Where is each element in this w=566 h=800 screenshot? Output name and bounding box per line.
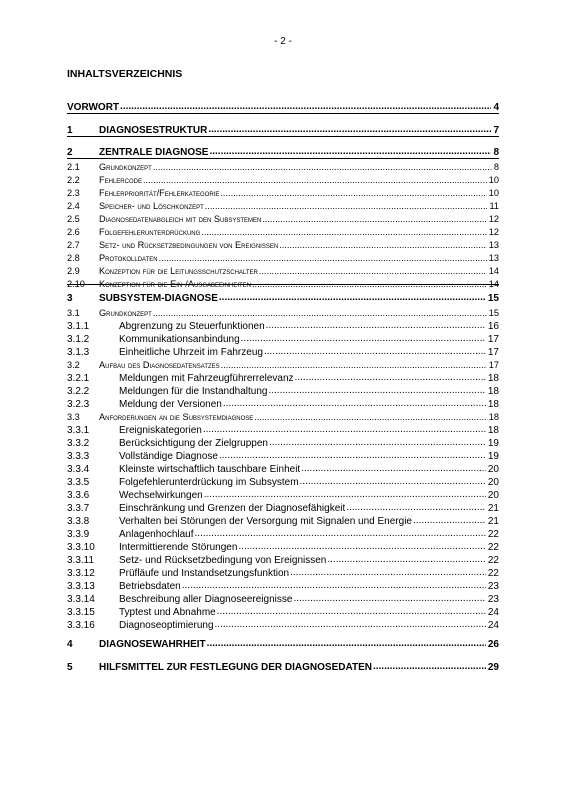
toc-entry-title: Konzeption für die Ein-/Ausgabeeinheiten [99, 279, 251, 289]
toc-entry-page: 20 [487, 464, 499, 475]
toc-entry-title: Intermittierende Störungen [119, 542, 238, 553]
toc-entry-title: Speicher- und Löschkonzept [99, 201, 204, 211]
toc-entry-number: 3.3.7 [67, 503, 90, 514]
dot-leader [289, 567, 486, 576]
toc-entry-number: 3.2 [67, 360, 80, 370]
dot-leader [237, 541, 485, 550]
toc-entry-page: 15 [488, 308, 499, 318]
toc-entry[interactable] [67, 398, 499, 409]
toc-entry[interactable] [67, 554, 499, 565]
toc-entry[interactable] [67, 372, 499, 383]
toc-entry-number: 3.3.12 [67, 568, 95, 579]
dot-leader [207, 124, 491, 133]
toc-entry-page: 12 [488, 227, 499, 237]
toc-entry-title: VORWORT [67, 102, 120, 113]
toc-entry[interactable] [67, 437, 499, 448]
toc-entry[interactable] [67, 187, 499, 198]
toc-entry-number: 2.9 [67, 266, 80, 276]
toc-entry-title: Abgrenzung zu Steuerfunktionen [119, 321, 265, 332]
toc-entry-number: 3.3.2 [67, 438, 90, 449]
toc-entry[interactable] [67, 307, 499, 318]
toc-entry-title: Wechselwirkungen [119, 490, 203, 501]
toc-entry-page: 18 [487, 386, 499, 397]
dot-leader [300, 463, 486, 472]
toc-entry-page: 10 [488, 188, 499, 198]
toc-entry-number: 2.5 [67, 214, 80, 224]
toc-entry-page: 29 [487, 662, 499, 673]
toc-entry-number: 3.1.2 [67, 334, 90, 345]
toc-entry-number: 2.1 [67, 162, 80, 172]
toc-entry-page: 17 [487, 334, 499, 345]
dot-leader [152, 161, 492, 170]
toc-entry-number: 3.3.15 [67, 607, 95, 618]
toc-entry[interactable] [67, 200, 499, 211]
toc-entry-page: 24 [487, 620, 499, 631]
toc-entry-page: 23 [487, 581, 499, 592]
toc-entry-number: 3.3.6 [67, 490, 90, 501]
dot-leader [142, 174, 487, 183]
toc-entry-page: 13 [488, 253, 499, 263]
toc-entry-page: 20 [487, 490, 499, 501]
toc-entry-title: Vollständige Diagnose [119, 451, 218, 462]
toc-entry[interactable] [67, 385, 499, 396]
dot-leader [202, 424, 486, 433]
dot-leader [203, 489, 486, 498]
dot-leader [263, 346, 486, 355]
toc-entry-title: Diagnosedatenabgleich mit den Subsystemen [99, 214, 262, 224]
toc-entry-number: 5 [67, 662, 73, 673]
toc-entry-page: 8 [493, 147, 499, 158]
dot-leader [218, 450, 486, 459]
toc-entry[interactable] [67, 541, 499, 552]
dot-leader [294, 372, 486, 381]
toc-entry-title: Setz- und Rücksetzbedingungen von Ereignissen [99, 240, 279, 250]
toc-entry-title: Konzeption für die Leitungsschutzschalter [99, 266, 258, 276]
toc-entry[interactable] [67, 226, 499, 237]
toc-entry[interactable] [67, 239, 499, 250]
separator-rule [67, 136, 499, 137]
toc-entry-page: 26 [487, 639, 499, 650]
toc-entry-title: Setz- und Rücksetzbedingung von Ereignissen [119, 555, 327, 566]
toc-entry-title: DIAGNOSEWAHRHEIT [99, 639, 206, 650]
toc-entry-page: 13 [488, 240, 499, 250]
toc-entry-title: Prüfläufe und Instandsetzungsfunktion [119, 568, 290, 579]
toc-entry-title: Fehlerpriorität/Fehlerkategorie [99, 188, 220, 198]
dot-leader [240, 333, 486, 342]
toc-entry-title: Ereigniskategorien [119, 425, 202, 436]
toc-entry[interactable] [67, 101, 499, 112]
toc-entry-number: 2.2 [67, 175, 80, 185]
toc-heading: INHALTSVERZEICHNIS [67, 68, 183, 80]
dot-leader [220, 359, 487, 368]
separator-rule [67, 113, 499, 114]
toc-entry-number: 2.8 [67, 253, 80, 263]
toc-entry-page: 17 [487, 347, 499, 358]
toc-entry-page: 4 [493, 102, 499, 113]
toc-entry[interactable] [67, 593, 499, 604]
toc-entry-page: 12 [488, 214, 499, 224]
toc-entry-page: 24 [487, 607, 499, 618]
toc-entry-number: 3.2.2 [67, 386, 90, 397]
toc-entry[interactable] [67, 567, 499, 578]
toc-entry-number: 3.3.13 [67, 581, 95, 592]
toc-entry-page: 19 [487, 438, 499, 449]
dot-leader [258, 265, 487, 274]
toc-entry-page: 22 [487, 529, 499, 540]
toc-entry-page: 22 [487, 568, 499, 579]
toc-entry-title: Anforderungen an die Subsystemdiagnose [99, 412, 254, 422]
toc-entry[interactable] [67, 252, 499, 263]
toc-entry-number: 3.3 [67, 412, 80, 422]
toc-entry-number: 1 [67, 125, 73, 136]
toc-entry-title: Diagnoseoptimierung [119, 620, 214, 631]
toc-entry-number: 3.3.1 [67, 425, 90, 436]
dot-leader [412, 515, 486, 524]
dot-leader [251, 278, 487, 287]
toc-entry-number: 3.3.9 [67, 529, 90, 540]
toc-entry[interactable] [67, 489, 499, 500]
dot-leader [261, 213, 486, 222]
toc-entry-title: Einheitliche Uhrzeit im Fahrzeug [119, 347, 263, 358]
toc-entry-title: Kommunikationsanbindung [119, 334, 240, 345]
toc-entry-number: 3.2.1 [67, 373, 90, 384]
dot-leader [278, 239, 487, 248]
toc-entry[interactable] [67, 411, 499, 422]
toc-entry-page: 22 [487, 555, 499, 566]
toc-entry[interactable] [67, 161, 499, 172]
toc-entry-number: 3.3.3 [67, 451, 90, 462]
toc-entry-title: Fehlercode [99, 175, 142, 185]
toc-entry-page: 19 [487, 451, 499, 462]
toc-entry-page: 17 [488, 360, 499, 370]
dot-leader [208, 146, 491, 155]
toc-entry-title: Folgefehlerunterdrückung im Subsystem [119, 477, 299, 488]
toc-entry-title: Folgefehlerunterdrückung [99, 227, 201, 237]
dot-leader [158, 252, 487, 261]
toc-entry-number: 3.3.14 [67, 594, 95, 605]
toc-entry-number: 2 [67, 147, 73, 158]
toc-entry-title: Kleinste wirtschaftlich tauschbare Einheit [119, 464, 301, 475]
toc-entry-number: 3.3.10 [67, 542, 95, 553]
dot-leader [372, 661, 486, 670]
dot-leader [216, 606, 486, 615]
toc-entry-number: 3 [67, 293, 73, 304]
toc-entry-number: 3.1.3 [67, 347, 90, 358]
toc-entry-page: 20 [487, 477, 499, 488]
toc-entry[interactable] [67, 580, 499, 591]
toc-entry[interactable] [67, 450, 499, 461]
dot-leader [253, 411, 487, 420]
toc-entry-title: ZENTRALE DIAGNOSE [99, 147, 209, 158]
toc-entry[interactable] [67, 661, 499, 672]
toc-entry-number: 3.3.16 [67, 620, 95, 631]
toc-entry[interactable] [67, 174, 499, 185]
toc-entry[interactable] [67, 333, 499, 344]
toc-entry-number: 2.7 [67, 240, 80, 250]
toc-entry[interactable] [67, 476, 499, 487]
dot-leader [214, 619, 486, 628]
dot-leader [181, 580, 486, 589]
dot-leader [200, 226, 486, 235]
toc-entry-number: 4 [67, 639, 73, 650]
toc-entry-page: 15 [487, 293, 499, 304]
toc-entry[interactable] [67, 346, 499, 357]
toc-entry[interactable] [67, 606, 499, 617]
dot-leader [152, 307, 487, 316]
toc-entry[interactable] [67, 292, 499, 303]
toc-entry-number: 3.3.4 [67, 464, 90, 475]
toc-entry-title: Aufbau des Diagnosedatensatzes [99, 360, 220, 370]
dot-leader [219, 187, 486, 196]
toc-entry-title: Meldung der Versionen [119, 399, 222, 410]
toc-entry-page: 7 [493, 125, 499, 136]
toc-entry-number: 3.3.8 [67, 516, 90, 527]
dot-leader [218, 292, 486, 301]
dot-leader [345, 502, 486, 511]
toc-entry[interactable] [67, 528, 499, 539]
toc-entry-title: Grundkonzept [99, 308, 152, 318]
toc-entry-page: 18 [487, 373, 499, 384]
dot-leader [194, 528, 486, 537]
toc-entry-number: 3.3.5 [67, 477, 90, 488]
toc-entry[interactable] [67, 213, 499, 224]
toc-entry-page: 22 [487, 542, 499, 553]
toc-entry-number: 2.4 [67, 201, 80, 211]
toc-entry-title: DIAGNOSESTRUKTUR [99, 125, 208, 136]
toc-entry[interactable] [67, 359, 499, 370]
dot-leader [265, 320, 486, 329]
toc-entry-number: 3.2.3 [67, 399, 90, 410]
dot-leader [204, 200, 488, 209]
toc-entry-title: Typtest und Abnahme [119, 607, 216, 618]
toc-entry[interactable] [67, 124, 499, 135]
toc-entry[interactable] [67, 619, 499, 630]
toc-entry-page: 21 [487, 516, 499, 527]
toc-entry-page: 18 [487, 425, 499, 436]
toc-entry-title: Protokolldaten [99, 253, 158, 263]
separator-rule [67, 284, 499, 285]
toc-entry-page: 18 [487, 399, 499, 410]
dot-leader [326, 554, 486, 563]
toc-entry-page: 18 [488, 412, 499, 422]
toc-entry-page: 23 [487, 594, 499, 605]
toc-entry-number: 2.6 [67, 227, 80, 237]
dot-leader [268, 437, 486, 446]
dot-leader [222, 398, 486, 407]
toc-entry-page: 21 [487, 503, 499, 514]
toc-entry-page: 10 [488, 175, 499, 185]
toc-entry-title: Verhalten bei Störungen der Versorgung mit Signalen und Energie [119, 516, 412, 527]
toc-entry[interactable] [67, 424, 499, 435]
toc-entry-title: Anlagenhochlauf [119, 529, 194, 540]
toc-entry-page: 16 [487, 321, 499, 332]
toc-entry[interactable] [67, 463, 499, 474]
toc-entry-page: 14 [488, 279, 499, 289]
toc-entry[interactable] [67, 146, 499, 157]
toc-entry-title: Einschränkung und Grenzen der Diagnosefähigkeit [119, 503, 346, 514]
page-number: - 2 - [274, 36, 292, 47]
toc-entry[interactable] [67, 320, 499, 331]
toc-entry-title: Meldungen mit Fahrzeugführerrelevanz [119, 373, 294, 384]
toc-entry-number: 3.1 [67, 308, 80, 318]
toc-entry-title: HILFSMITTEL ZUR FESTLEGUNG DER DIAGNOSEDATEN [99, 662, 372, 673]
toc-entry-title: Grundkonzept [99, 162, 152, 172]
toc-entry-page: 8 [493, 162, 499, 172]
toc-entry-number: 2.3 [67, 188, 80, 198]
dot-leader [119, 101, 491, 110]
toc-entry-page: 11 [489, 201, 499, 211]
toc-entry-title: Meldungen für die Instandhaltung [119, 386, 268, 397]
toc-entry-page: 14 [488, 266, 499, 276]
dot-leader [292, 593, 485, 602]
dot-leader [206, 638, 486, 647]
toc-entry-number: 3.1.1 [67, 321, 90, 332]
toc-entry[interactable] [67, 265, 499, 276]
toc-entry-title: SUBSYSTEM-DIAGNOSE [99, 293, 218, 304]
dot-leader [299, 476, 486, 485]
toc-entry-number: 2.10 [67, 279, 85, 289]
toc-entry[interactable] [67, 502, 499, 513]
dot-leader [267, 385, 485, 394]
toc-entry-title: Berücksichtigung der Zielgruppen [119, 438, 268, 449]
toc-entry-title: Betriebsdaten [119, 581, 181, 592]
toc-entry[interactable] [67, 515, 499, 526]
separator-rule [67, 158, 499, 159]
toc-entry[interactable] [67, 638, 499, 649]
toc-entry-title: Beschreibung aller Diagnoseereignisse [119, 594, 293, 605]
toc-entry-number: 3.3.11 [67, 555, 95, 566]
